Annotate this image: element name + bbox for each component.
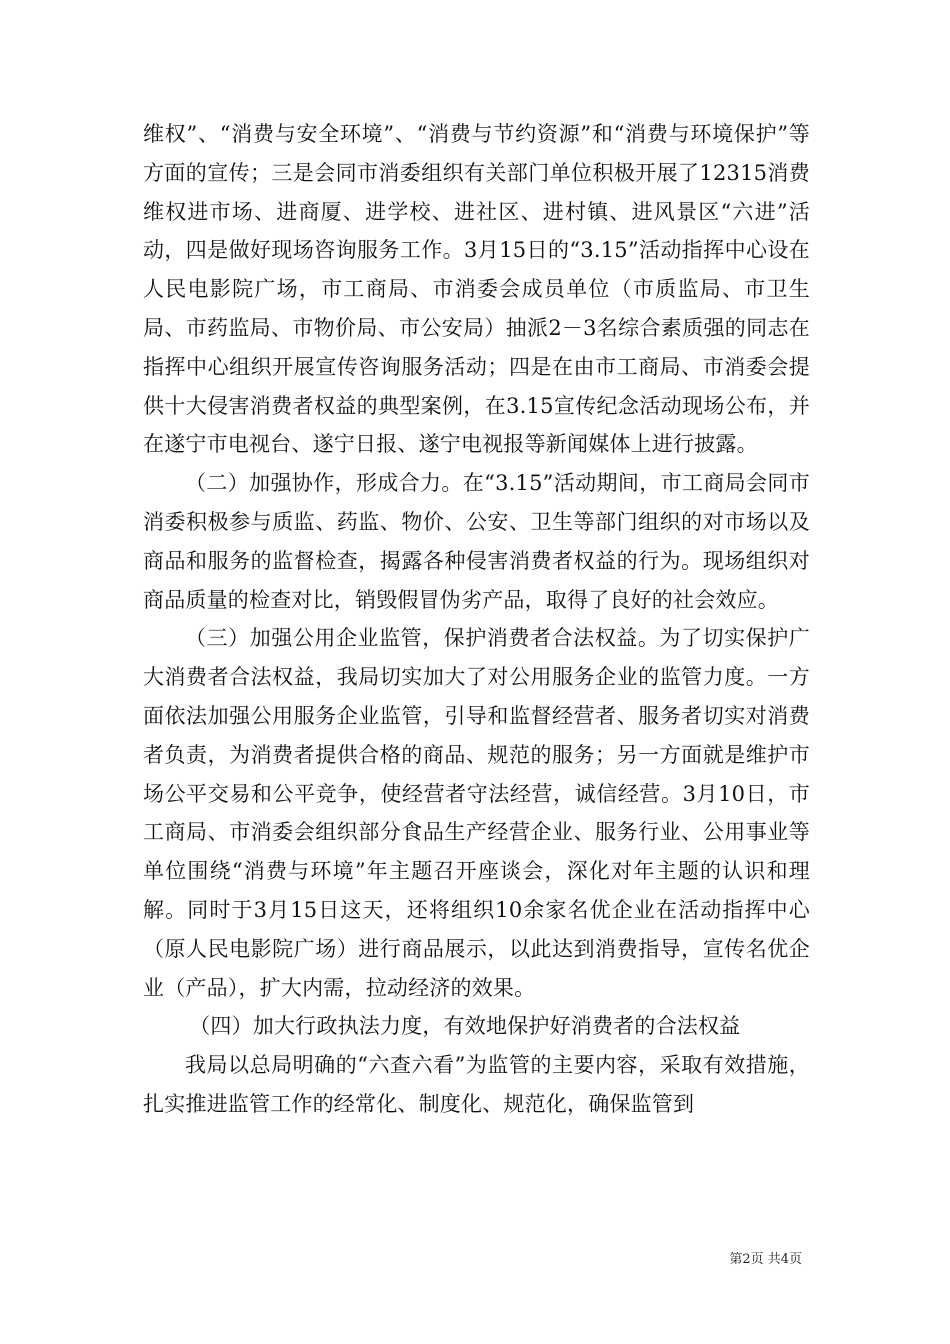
paragraph-six-checks: 我局以总局明确的“六查六看”为监管的主要内容，采取有效措施，扎实推进监管工作的经常化、制度化、规范化，确保监管到 [143,1053,810,1116]
paragraph-public-enterprise-supervision: （三）加强公用企业监管，保护消费者合法权益。为了切实保护广大消费者合法权益，我局切实加大了对公用服务企业的监管力度。一方面依法加强公用服务企业监管，引导和监督经营者、服务者切实对消费者负责，为消费者提供合格的商品、规范的服务；另一方面就是维护市场公平交易和公平竞争，使经营者守法经营，诚信经营。3月10日，市工商局、市消委会组织部分食品生产经营企业、服务行业、公用事业等单位围绕“消费与环境”年主题召开座谈会，深化对年主题的认识和理解。同时于3月15日这天，还将组织10余家名优企业在活动指挥中心（原人民电影院广场）进行商品展示，以此达到消费指导，宣传名优企业（产品），扩大内需，拉动经济的效果。 [143,626,810,1000]
page-number-footer: 第2页 共4页 [729,1252,802,1267]
paragraph-cooperation: （二）加强协作，形成合力。在“3.15”活动期间，市工商局会同市消委积极参与质监、药监、物价、公安、卫生等部门组织的对市场以及商品和服务的监督检查，揭露各种侵害消费者权益的行为。现场组织对商品质量的检查对比，销毁假冒伪劣产品，取得了良好的社会效应。 [143,471,810,612]
paragraph-consumer-rights-publicity: 维权”、“消费与安全环境”、“消费与节约资源”和“消费与环境保护”等方面的宣传；三是会同市消委组织有关部门单位积极开展了12315消费维权进市场、进商厦、进学校、进社区、进村镇、进风景区“六进”活动，四是做好现场咨询服务工作。3月15日的“3.15”活动指挥中心设在人民电影院广场，市工商局、市消委会成员单位（市质监局、市卫生局、市药监局、市物价局、市公安局）抽派2－3名综合素质强的同志在指挥中心组织开展宣传咨询服务活动；四是在由市工商局、市消委会提供十大侵害消费者权益的典型案例，在3.15宣传纪念活动现场公布，并在遂宁市电视台、遂宁日报、遂宁电视报等新闻媒体上进行披露。 [143,122,810,457]
document-body [143,115,810,1124]
section-heading-law-enforcement: （四）加大行政执法力度，有效地保护好消费者的合法权益 [189,1014,741,1039]
